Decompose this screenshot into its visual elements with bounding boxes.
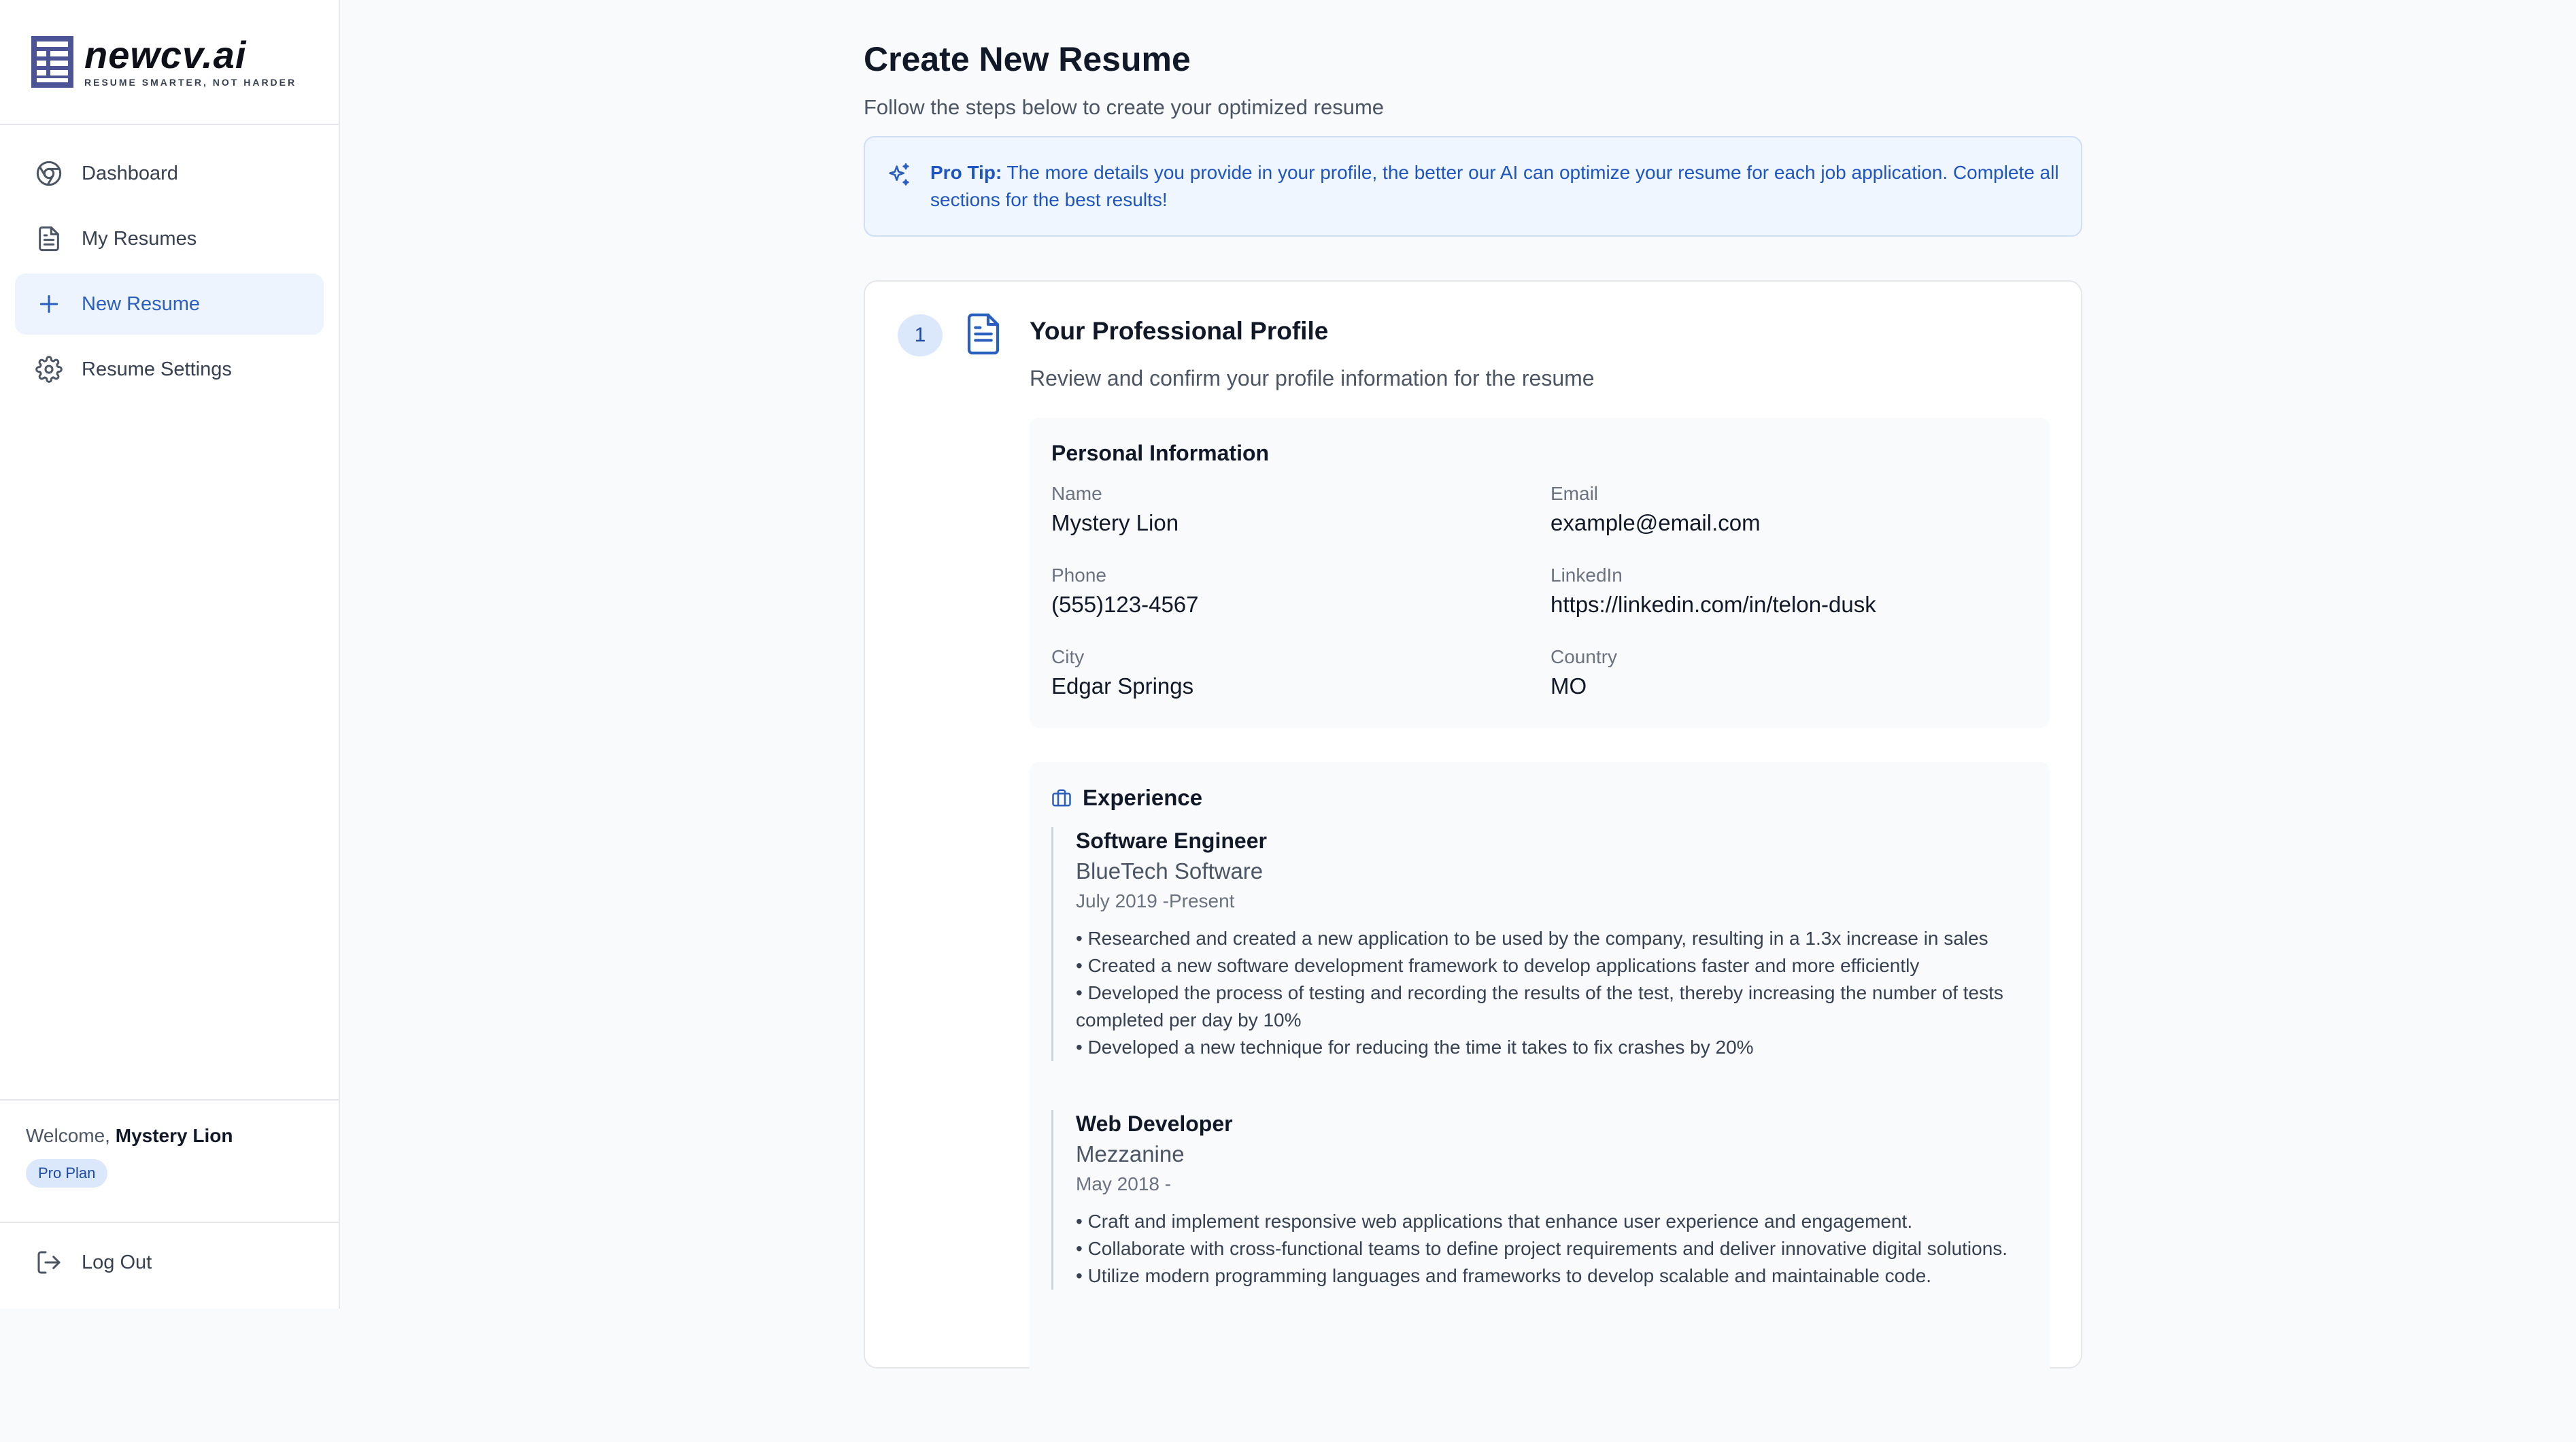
sidebar-item-new-resume[interactable] (15, 273, 324, 335)
welcome-prefix: Welcome, (26, 1125, 116, 1146)
job-bullet: • Researched and created a new application to be used by the company, resulting in a 1.3x increase in sales (1076, 928, 1988, 949)
job-bullet: • Created a new software development framework to develop applications faster and more efficiently (1076, 955, 1920, 976)
sidebar-nav (0, 125, 339, 400)
logo[interactable] (0, 0, 339, 125)
field-label: Name (1051, 483, 1102, 504)
experience-panel (1030, 762, 2050, 1442)
job-bullet: • Collaborate with cross-functional teams to define project requirements and deliver innovative digital solutions. (1076, 1238, 2008, 1259)
logo-tagline: RESUME SMARTER, NOT HARDER (84, 77, 297, 88)
sidebar (0, 0, 340, 1309)
linkedin-field (1550, 565, 2027, 618)
sidebar-item-label: My Resumes (82, 227, 197, 250)
city-field (1051, 646, 1527, 699)
step-card (864, 280, 2082, 1369)
sidebar-item-my-resumes[interactable] (15, 208, 324, 269)
plus-icon (35, 290, 63, 318)
logout-button[interactable] (35, 1249, 339, 1276)
field-label: Phone (1051, 565, 1106, 586)
country-field (1550, 646, 2027, 699)
personal-information-panel (1030, 418, 2050, 728)
job-dates: July 2019 -Present (1076, 890, 1235, 911)
name-field (1051, 483, 1527, 536)
pro-tip-banner (864, 136, 2082, 237)
job-company: Mezzanine (1076, 1141, 1185, 1167)
pro-tip-text (930, 159, 2061, 214)
job-bullet: • Developed the process of testing and recording the results of the test, thereby increasing the number of tests completed per day by 10% (1076, 982, 2003, 1030)
welcome-text (26, 1125, 339, 1147)
sidebar-item-label: Resume Settings (82, 358, 232, 380)
step-title: Your Professional Profile (1030, 317, 1329, 345)
gear-icon (35, 356, 63, 383)
file-text-icon (35, 225, 63, 252)
sidebar-item-label: New Resume (82, 292, 201, 315)
sidebar-item-dashboard[interactable] (15, 143, 324, 204)
field-value: https://linkedin.com/in/telon-dusk (1550, 592, 1876, 617)
logo-icon (31, 36, 73, 88)
field-label: Country (1550, 646, 1618, 667)
step-description: Review and confirm your profile information for the resume (1030, 366, 1595, 390)
sparkles-icon (885, 162, 913, 189)
briefcase-icon (1051, 788, 1072, 808)
field-label: LinkedIn (1550, 565, 1623, 586)
step-number-badge: 1 (898, 314, 943, 356)
job-bullet: • Craft and implement responsive web applications that enhance user experience and engagement. (1076, 1211, 1913, 1232)
field-value: (555)123-4567 (1051, 592, 1199, 617)
chrome-icon (35, 160, 63, 187)
logo-name: newcv.ai (84, 33, 247, 76)
user-panel (0, 1099, 339, 1188)
logout-label: Log Out (82, 1251, 152, 1273)
field-value: Edgar Springs (1051, 673, 1194, 699)
field-label: City (1051, 646, 1085, 667)
job-bullet: • Developed a new technique for reducing the time it takes to fix crashes by 20% (1076, 1037, 1754, 1058)
experience-title: Experience (1083, 785, 1203, 810)
job-title: Software Engineer (1076, 828, 1267, 853)
phone-field (1051, 565, 1527, 618)
job-title: Web Developer (1076, 1111, 1233, 1136)
pro-tip-label: Pro Tip: (930, 162, 1002, 183)
log-out-icon (35, 1249, 63, 1276)
email-field (1550, 483, 2027, 536)
page-title: Create New Resume (864, 40, 1191, 78)
experience-header (1051, 785, 1202, 811)
field-value: Mystery Lion (1051, 510, 1179, 535)
document-icon (964, 312, 1002, 356)
page-subtitle: Follow the steps below to create your optimized resume (864, 95, 1385, 119)
job-dates: May 2018 - (1076, 1173, 1172, 1194)
field-value: example@email.com (1550, 510, 1761, 535)
experience-entry (1051, 827, 2017, 1061)
pro-tip-body: The more details you provide in your profile, the better our AI can optimize your resume for each job application. Complete all sections for the best results! (930, 162, 2059, 210)
sidebar-item-resume-settings[interactable] (15, 339, 324, 400)
experience-entry (1051, 1110, 2017, 1290)
job-bullet: • Utilize modern programming languages and frameworks to develop scalable and maintainable code. (1076, 1265, 1932, 1286)
user-name: Mystery Lion (115, 1125, 233, 1146)
personal-information-title: Personal Information (1051, 441, 1270, 465)
job-company: BlueTech Software (1076, 858, 1264, 884)
field-label: Email (1550, 483, 1599, 504)
sidebar-item-label: Dashboard (82, 162, 178, 184)
logout-area (0, 1222, 339, 1276)
plan-badge: Pro Plan (26, 1159, 107, 1188)
field-value: MO (1550, 673, 1587, 699)
